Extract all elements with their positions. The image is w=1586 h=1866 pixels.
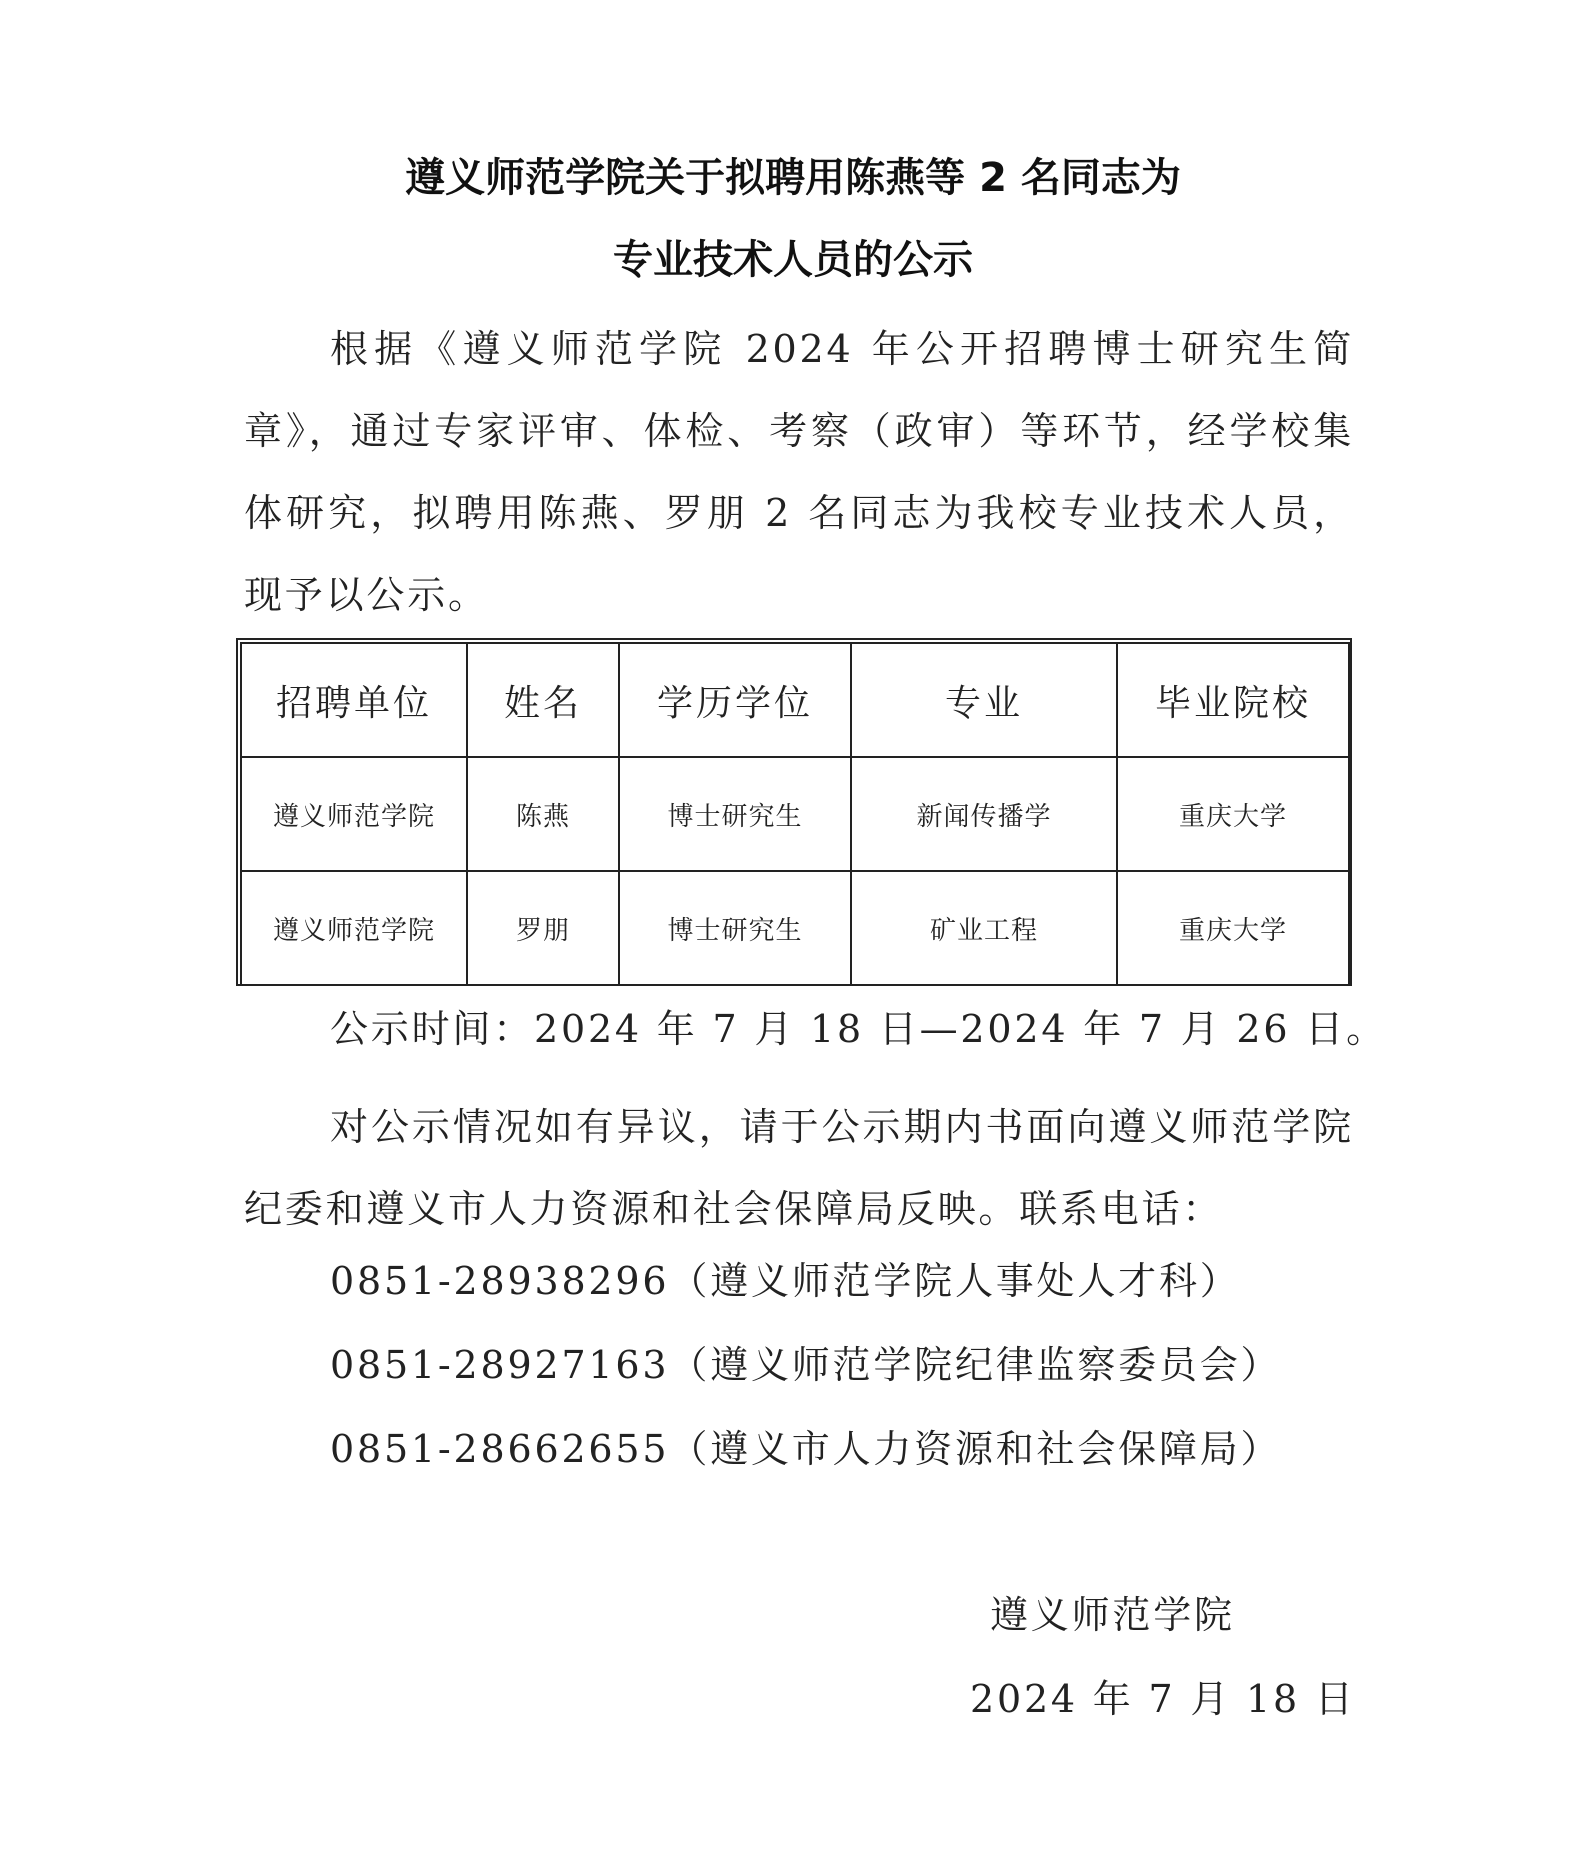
cell-name: 罗朋 — [467, 871, 619, 985]
contact-phone-bureau: 0851-28662655（遵义市人力资源和社会保障局） — [330, 1427, 1282, 1471]
signature-date: 2024 年 7 月 18 日 — [970, 1677, 1356, 1721]
header-name: 姓名 — [467, 643, 619, 757]
notice-period: 公示时间：2024 年 7 月 18 日—2024 年 7 月 26 日。 — [330, 1007, 1387, 1051]
header-degree: 学历学位 — [619, 643, 851, 757]
table-row — [241, 871, 1349, 985]
cell-school: 重庆大学 — [1117, 871, 1349, 985]
contact-phone-discipline: 0851-28927163（遵义师范学院纪律监察委员会） — [330, 1343, 1282, 1387]
header-school: 毕业院校 — [1117, 643, 1349, 757]
signature-org: 遵义师范学院 — [990, 1593, 1235, 1637]
notice-title-line1: 遵义师范学院关于拟聘用陈燕等 2 名同志为 — [405, 155, 1181, 201]
table-header-row — [241, 643, 1349, 757]
cell-major: 矿业工程 — [851, 871, 1117, 985]
cell-major: 新闻传播学 — [851, 757, 1117, 871]
cell-degree: 博士研究生 — [619, 757, 851, 871]
cell-unit: 遵义师范学院 — [241, 871, 467, 985]
notice-title-line2: 专业技术人员的公示 — [613, 237, 973, 283]
contact-phone-hr: 0851-28938296（遵义师范学院人事处人才科） — [330, 1259, 1241, 1303]
cell-degree: 博士研究生 — [619, 871, 851, 985]
cell-name: 陈燕 — [467, 757, 619, 871]
header-unit: 招聘单位 — [241, 643, 467, 757]
objection-paragraph: 对公示情况如有异议，请于公示期内书面向遵义师范学院纪委和遵义市人力资源和社会保障局反映。联系电话： — [244, 1105, 1354, 1231]
candidates-table — [236, 638, 1352, 986]
intro-paragraph: 根据《遵义师范学院 2024 年公开招聘博士研究生简章》，通过专家评审、体检、考察（政审）等环节，经学校集体研究，拟聘用陈燕、罗朋 2 名同志为我校专业技术人员，现予以公示。 — [244, 327, 1354, 617]
header-major: 专业 — [851, 643, 1117, 757]
cell-school: 重庆大学 — [1117, 757, 1349, 871]
table-row — [241, 757, 1349, 871]
cell-unit: 遵义师范学院 — [241, 757, 467, 871]
